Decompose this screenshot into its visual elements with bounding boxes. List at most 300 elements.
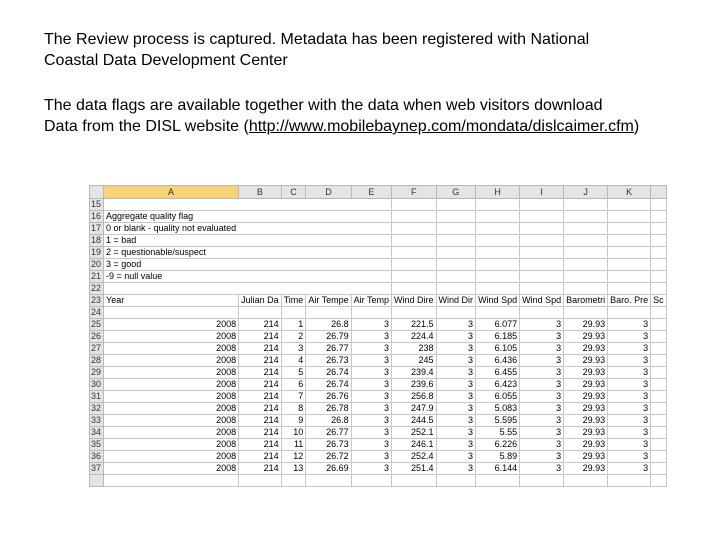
empty-cell[interactable] (351, 307, 391, 319)
data-cell[interactable]: 2008 (104, 463, 239, 475)
data-cell[interactable]: 26.77 (306, 427, 351, 439)
empty-cell[interactable] (239, 247, 282, 259)
empty-cell[interactable] (351, 259, 391, 271)
data-cell[interactable]: 224.4 (392, 331, 437, 343)
data-cell[interactable]: 3 (436, 427, 476, 439)
empty-cell[interactable] (281, 475, 306, 487)
empty-cell[interactable] (436, 271, 476, 283)
data-cell[interactable]: 2008 (104, 331, 239, 343)
empty-cell[interactable] (436, 307, 476, 319)
data-cell[interactable]: 3 (608, 415, 651, 427)
data-cell[interactable]: 26.77 (306, 343, 351, 355)
empty-cell[interactable] (239, 307, 282, 319)
data-cell[interactable]: 6.144 (476, 463, 520, 475)
data-cell[interactable]: 6.436 (476, 355, 520, 367)
empty-cell[interactable] (351, 283, 391, 295)
data-cell[interactable] (651, 427, 667, 439)
empty-cell[interactable] (239, 283, 282, 295)
note-cell[interactable] (104, 283, 239, 295)
data-cell[interactable]: 3 (608, 427, 651, 439)
data-cell[interactable]: 244.5 (392, 415, 437, 427)
empty-cell[interactable] (351, 199, 391, 211)
data-cell[interactable]: 214 (239, 451, 282, 463)
empty-cell[interactable] (608, 271, 651, 283)
data-cell[interactable]: 3 (608, 451, 651, 463)
field-header-cell[interactable]: Barometri (564, 295, 608, 307)
data-cell[interactable]: 2 (281, 331, 306, 343)
row-number[interactable]: 26 (90, 331, 104, 343)
row-number[interactable]: 29 (90, 367, 104, 379)
data-cell[interactable]: 6.185 (476, 331, 520, 343)
data-cell[interactable]: 3 (351, 355, 391, 367)
empty-cell[interactable] (281, 307, 306, 319)
row-number[interactable]: 20 (90, 259, 104, 271)
data-cell[interactable]: 3 (436, 331, 476, 343)
field-header-cell[interactable]: Wind Dir (436, 295, 476, 307)
data-cell[interactable]: 2008 (104, 379, 239, 391)
column-header[interactable]: C (281, 186, 306, 199)
data-cell[interactable]: 239.6 (392, 379, 437, 391)
row-number[interactable]: 25 (90, 319, 104, 331)
row-number[interactable]: 24 (90, 307, 104, 319)
empty-cell[interactable] (564, 247, 608, 259)
empty-cell[interactable] (392, 475, 437, 487)
empty-cell[interactable] (564, 199, 608, 211)
empty-cell[interactable] (436, 475, 476, 487)
column-header[interactable]: J (564, 186, 608, 199)
data-cell[interactable]: 214 (239, 355, 282, 367)
data-cell[interactable]: 3 (608, 391, 651, 403)
data-cell[interactable]: 26.73 (306, 439, 351, 451)
field-header-cell[interactable]: Air Temp (351, 295, 391, 307)
field-header-cell[interactable]: Baro. Pre (608, 295, 651, 307)
data-cell[interactable]: 214 (239, 367, 282, 379)
empty-cell[interactable] (392, 247, 437, 259)
empty-cell[interactable] (476, 259, 520, 271)
row-number[interactable]: 34 (90, 427, 104, 439)
empty-cell[interactable] (520, 475, 564, 487)
data-cell[interactable]: 7 (281, 391, 306, 403)
data-cell[interactable]: 3 (436, 355, 476, 367)
empty-cell[interactable] (476, 223, 520, 235)
data-cell[interactable]: 3 (351, 319, 391, 331)
data-cell[interactable]: 2008 (104, 451, 239, 463)
empty-cell[interactable] (239, 271, 282, 283)
empty-cell[interactable] (608, 259, 651, 271)
data-cell[interactable]: 29.93 (564, 343, 608, 355)
empty-cell[interactable] (281, 247, 306, 259)
row-number[interactable]: 19 (90, 247, 104, 259)
data-cell[interactable]: 2008 (104, 403, 239, 415)
empty-cell[interactable] (476, 271, 520, 283)
data-cell[interactable]: 214 (239, 331, 282, 343)
empty-cell[interactable] (520, 307, 564, 319)
empty-cell[interactable] (520, 223, 564, 235)
empty-cell[interactable] (651, 235, 667, 247)
data-cell[interactable]: 3 (281, 343, 306, 355)
data-cell[interactable]: 3 (520, 379, 564, 391)
empty-cell[interactable] (392, 223, 437, 235)
data-cell[interactable] (651, 331, 667, 343)
data-cell[interactable]: 214 (239, 391, 282, 403)
data-cell[interactable]: 3 (436, 451, 476, 463)
data-cell[interactable]: 3 (351, 451, 391, 463)
empty-cell[interactable] (476, 475, 520, 487)
empty-cell[interactable] (351, 271, 391, 283)
select-all-corner[interactable] (90, 186, 104, 199)
data-cell[interactable]: 2008 (104, 355, 239, 367)
data-cell[interactable] (651, 367, 667, 379)
empty-cell[interactable] (564, 271, 608, 283)
data-cell[interactable]: 29.93 (564, 415, 608, 427)
empty-cell[interactable] (306, 235, 351, 247)
data-cell[interactable]: 238 (392, 343, 437, 355)
data-cell[interactable]: 26.76 (306, 391, 351, 403)
data-cell[interactable]: 3 (351, 415, 391, 427)
data-cell[interactable]: 3 (520, 319, 564, 331)
data-cell[interactable]: 221.5 (392, 319, 437, 331)
data-cell[interactable]: 2008 (104, 415, 239, 427)
data-cell[interactable]: 246.1 (392, 439, 437, 451)
empty-cell[interactable] (608, 307, 651, 319)
data-cell[interactable]: 6.226 (476, 439, 520, 451)
row-number[interactable]: 32 (90, 403, 104, 415)
row-number[interactable]: 18 (90, 235, 104, 247)
data-cell[interactable]: 6.423 (476, 379, 520, 391)
empty-cell[interactable] (281, 235, 306, 247)
row-number[interactable]: 35 (90, 439, 104, 451)
field-header-cell[interactable]: Air Tempe (306, 295, 351, 307)
data-cell[interactable] (651, 379, 667, 391)
empty-cell[interactable] (104, 475, 239, 487)
field-header-cell[interactable]: Wind Spd (520, 295, 564, 307)
field-header-cell[interactable]: Sc (651, 295, 667, 307)
empty-cell[interactable] (520, 199, 564, 211)
data-cell[interactable]: 3 (608, 319, 651, 331)
row-number[interactable]: 37 (90, 463, 104, 475)
data-cell[interactable] (651, 343, 667, 355)
empty-cell[interactable] (392, 307, 437, 319)
empty-cell[interactable] (239, 235, 282, 247)
data-cell[interactable]: 3 (608, 343, 651, 355)
empty-cell[interactable] (520, 235, 564, 247)
data-cell[interactable]: 26.72 (306, 451, 351, 463)
field-header-cell[interactable]: Julian Da (239, 295, 282, 307)
data-cell[interactable]: 3 (351, 427, 391, 439)
empty-cell[interactable] (608, 223, 651, 235)
empty-cell[interactable] (281, 223, 306, 235)
data-cell[interactable]: 2008 (104, 427, 239, 439)
data-cell[interactable]: 3 (351, 343, 391, 355)
data-cell[interactable]: 29.93 (564, 367, 608, 379)
empty-cell[interactable] (608, 283, 651, 295)
data-cell[interactable]: 3 (520, 439, 564, 451)
empty-cell[interactable] (476, 283, 520, 295)
empty-cell[interactable] (651, 199, 667, 211)
row-number[interactable]: 36 (90, 451, 104, 463)
note-cell[interactable] (104, 199, 239, 211)
empty-cell[interactable] (281, 211, 306, 223)
empty-cell[interactable] (564, 211, 608, 223)
data-cell[interactable]: 6.077 (476, 319, 520, 331)
data-cell[interactable]: 3 (436, 343, 476, 355)
column-header[interactable]: E (351, 186, 391, 199)
data-cell[interactable]: 3 (520, 427, 564, 439)
data-cell[interactable]: 29.93 (564, 355, 608, 367)
data-cell[interactable]: 8 (281, 403, 306, 415)
data-cell[interactable]: 3 (608, 331, 651, 343)
data-cell[interactable]: 4 (281, 355, 306, 367)
empty-cell[interactable] (306, 211, 351, 223)
column-header[interactable]: B (239, 186, 282, 199)
empty-cell[interactable] (520, 211, 564, 223)
data-cell[interactable] (651, 451, 667, 463)
empty-cell[interactable] (608, 247, 651, 259)
data-cell[interactable]: 26.79 (306, 331, 351, 343)
empty-cell[interactable] (436, 211, 476, 223)
data-cell[interactable]: 5.55 (476, 427, 520, 439)
empty-cell[interactable] (651, 223, 667, 235)
empty-cell[interactable] (306, 223, 351, 235)
empty-cell[interactable] (436, 247, 476, 259)
empty-cell[interactable] (476, 307, 520, 319)
empty-cell[interactable] (306, 475, 351, 487)
field-header-cell[interactable]: Wind Dire (392, 295, 437, 307)
empty-cell[interactable] (651, 247, 667, 259)
data-cell[interactable]: 3 (436, 463, 476, 475)
empty-cell[interactable] (564, 307, 608, 319)
column-header[interactable]: D (306, 186, 351, 199)
data-cell[interactable]: 6.055 (476, 391, 520, 403)
data-cell[interactable]: 3 (436, 367, 476, 379)
data-cell[interactable]: 26.69 (306, 463, 351, 475)
data-cell[interactable]: 214 (239, 343, 282, 355)
data-cell[interactable] (651, 355, 667, 367)
data-cell[interactable]: 3 (520, 343, 564, 355)
data-cell[interactable]: 3 (436, 415, 476, 427)
data-cell[interactable]: 3 (351, 379, 391, 391)
data-cell[interactable]: 29.93 (564, 451, 608, 463)
empty-cell[interactable] (651, 307, 667, 319)
empty-cell[interactable] (104, 307, 239, 319)
data-cell[interactable]: 3 (351, 403, 391, 415)
data-cell[interactable]: 26.73 (306, 355, 351, 367)
empty-cell[interactable] (351, 223, 391, 235)
data-cell[interactable]: 3 (436, 379, 476, 391)
empty-cell[interactable] (476, 199, 520, 211)
empty-cell[interactable] (239, 211, 282, 223)
data-cell[interactable]: 3 (436, 439, 476, 451)
data-cell[interactable]: 10 (281, 427, 306, 439)
empty-cell[interactable] (436, 235, 476, 247)
data-cell[interactable]: 247.9 (392, 403, 437, 415)
empty-cell[interactable] (239, 223, 282, 235)
column-header[interactable]: G (436, 186, 476, 199)
row-number[interactable]: 30 (90, 379, 104, 391)
row-number[interactable]: 33 (90, 415, 104, 427)
empty-cell[interactable] (351, 211, 391, 223)
data-cell[interactable]: 5 (281, 367, 306, 379)
empty-cell[interactable] (239, 259, 282, 271)
empty-cell[interactable] (392, 199, 437, 211)
data-cell[interactable]: 3 (351, 367, 391, 379)
row-number[interactable]: 23 (90, 295, 104, 307)
data-cell[interactable] (651, 403, 667, 415)
data-cell[interactable]: 5.083 (476, 403, 520, 415)
data-cell[interactable] (651, 319, 667, 331)
empty-cell[interactable] (392, 211, 437, 223)
data-cell[interactable]: 2008 (104, 343, 239, 355)
empty-cell[interactable] (239, 199, 282, 211)
empty-cell[interactable] (651, 283, 667, 295)
data-cell[interactable]: 3 (520, 367, 564, 379)
data-cell[interactable]: 26.78 (306, 403, 351, 415)
row-number[interactable]: 17 (90, 223, 104, 235)
empty-cell[interactable] (392, 259, 437, 271)
empty-cell[interactable] (392, 271, 437, 283)
data-cell[interactable]: 11 (281, 439, 306, 451)
empty-cell[interactable] (476, 247, 520, 259)
empty-cell[interactable] (520, 283, 564, 295)
row-number[interactable]: 31 (90, 391, 104, 403)
empty-cell[interactable] (306, 247, 351, 259)
row-number[interactable]: 28 (90, 355, 104, 367)
data-cell[interactable]: 26.74 (306, 379, 351, 391)
column-header[interactable]: F (392, 186, 437, 199)
data-cell[interactable]: 3 (351, 463, 391, 475)
data-cell[interactable]: 3 (608, 439, 651, 451)
data-cell[interactable]: 3 (520, 331, 564, 343)
empty-cell[interactable] (281, 259, 306, 271)
column-header[interactable]: H (476, 186, 520, 199)
empty-cell[interactable] (306, 199, 351, 211)
empty-cell[interactable] (608, 235, 651, 247)
empty-cell[interactable] (239, 475, 282, 487)
data-cell[interactable]: 29.93 (564, 427, 608, 439)
empty-cell[interactable] (520, 271, 564, 283)
data-cell[interactable]: 29.93 (564, 331, 608, 343)
data-cell[interactable]: 3 (520, 403, 564, 415)
empty-cell[interactable] (651, 271, 667, 283)
data-cell[interactable]: 239.4 (392, 367, 437, 379)
empty-cell[interactable] (351, 235, 391, 247)
empty-cell[interactable] (608, 211, 651, 223)
empty-cell[interactable] (436, 259, 476, 271)
empty-cell[interactable] (476, 235, 520, 247)
empty-cell[interactable] (281, 199, 306, 211)
data-cell[interactable]: 9 (281, 415, 306, 427)
data-cell[interactable]: 3 (608, 463, 651, 475)
disl-website-link[interactable]: http://www.mobilebaynep.com/mondata/dislcaimer.cfm (248, 118, 634, 135)
empty-cell[interactable] (306, 283, 351, 295)
column-header[interactable]: A (104, 186, 239, 199)
empty-cell[interactable] (306, 271, 351, 283)
data-cell[interactable]: 214 (239, 427, 282, 439)
data-cell[interactable]: 1 (281, 319, 306, 331)
field-header-cell[interactable]: Wind Spd (476, 295, 520, 307)
empty-cell[interactable] (476, 211, 520, 223)
empty-cell[interactable] (351, 247, 391, 259)
data-cell[interactable]: 29.93 (564, 319, 608, 331)
data-cell[interactable] (651, 415, 667, 427)
note-cell[interactable]: 0 or blank - quality not evaluated (104, 223, 239, 235)
empty-cell[interactable] (564, 235, 608, 247)
empty-cell[interactable] (306, 307, 351, 319)
data-cell[interactable]: 3 (520, 391, 564, 403)
data-cell[interactable]: 29.93 (564, 403, 608, 415)
data-cell[interactable]: 3 (520, 415, 564, 427)
data-cell[interactable]: 6.105 (476, 343, 520, 355)
empty-cell[interactable] (564, 475, 608, 487)
data-cell[interactable]: 3 (520, 463, 564, 475)
field-header-cell[interactable]: Year (104, 295, 239, 307)
empty-cell[interactable] (281, 283, 306, 295)
empty-cell[interactable] (392, 235, 437, 247)
data-cell[interactable]: 3 (520, 451, 564, 463)
data-cell[interactable]: 245 (392, 355, 437, 367)
empty-cell[interactable] (392, 283, 437, 295)
data-cell[interactable]: 29.93 (564, 379, 608, 391)
data-cell[interactable]: 12 (281, 451, 306, 463)
data-cell[interactable]: 3 (436, 391, 476, 403)
data-cell[interactable]: 5.595 (476, 415, 520, 427)
data-cell[interactable]: 3 (351, 391, 391, 403)
note-cell[interactable]: 2 = questionable/suspect (104, 247, 239, 259)
empty-cell[interactable] (306, 259, 351, 271)
data-cell[interactable]: 251.4 (392, 463, 437, 475)
data-cell[interactable]: 3 (608, 379, 651, 391)
data-cell[interactable]: 256.8 (392, 391, 437, 403)
data-cell[interactable] (651, 391, 667, 403)
data-cell[interactable]: 29.93 (564, 463, 608, 475)
row-number[interactable]: 21 (90, 271, 104, 283)
data-cell[interactable]: 3 (436, 403, 476, 415)
empty-cell[interactable] (564, 223, 608, 235)
empty-cell[interactable] (608, 199, 651, 211)
empty-cell[interactable] (520, 259, 564, 271)
empty-cell[interactable] (436, 283, 476, 295)
data-cell[interactable]: 29.93 (564, 391, 608, 403)
empty-cell[interactable] (281, 271, 306, 283)
data-cell[interactable]: 3 (436, 319, 476, 331)
data-cell[interactable]: 6.455 (476, 367, 520, 379)
data-cell[interactable]: 3 (351, 331, 391, 343)
column-header[interactable]: I (520, 186, 564, 199)
row-number[interactable]: 16 (90, 211, 104, 223)
data-cell[interactable]: 252.1 (392, 427, 437, 439)
field-header-cell[interactable]: Time (281, 295, 306, 307)
data-cell[interactable]: 2008 (104, 391, 239, 403)
empty-cell[interactable] (651, 475, 667, 487)
data-cell[interactable]: 214 (239, 463, 282, 475)
data-cell[interactable]: 214 (239, 439, 282, 451)
row-number[interactable]: 15 (90, 199, 104, 211)
empty-cell[interactable] (351, 475, 391, 487)
row-number[interactable]: 27 (90, 343, 104, 355)
note-cell[interactable]: -9 = null value (104, 271, 239, 283)
empty-cell[interactable] (436, 223, 476, 235)
empty-cell[interactable] (564, 259, 608, 271)
data-cell[interactable]: 2008 (104, 439, 239, 451)
data-cell[interactable]: 2008 (104, 319, 239, 331)
column-header[interactable]: K (608, 186, 651, 199)
data-cell[interactable] (651, 439, 667, 451)
data-cell[interactable]: 3 (520, 355, 564, 367)
note-cell[interactable]: Aggregate quality flag (104, 211, 239, 223)
empty-cell[interactable] (520, 247, 564, 259)
empty-cell[interactable] (436, 199, 476, 211)
data-cell[interactable]: 3 (351, 439, 391, 451)
